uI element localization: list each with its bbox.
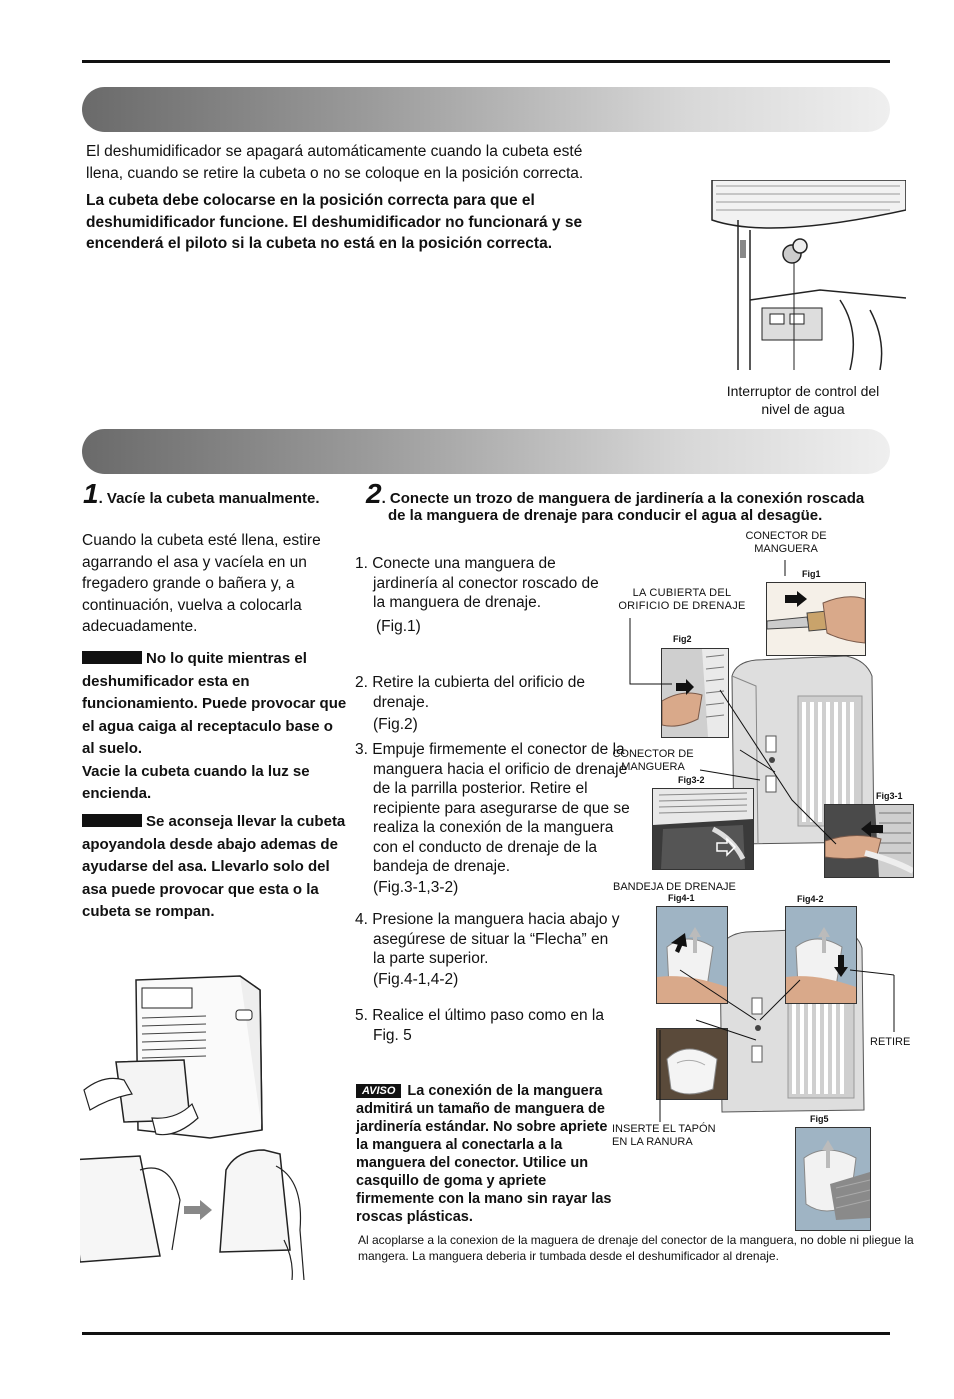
label-bandeja: BANDEJA DE DRENAJE (613, 881, 736, 893)
label-fig1: Fig1 (802, 569, 821, 579)
water-level-switch-figure (710, 180, 906, 370)
bottom-rule (82, 1332, 890, 1335)
step2-item-2: 2. Retire la cubierta del orificio de drenaje. (355, 674, 586, 711)
step1-warning-1: No lo quite mientras el deshumificador esta en funcionamiento. Puede provocar que el agua caiga al receptaculo base o al suelo. Vacie la cubeta cuando la luz se encienda. (82, 650, 347, 802)
label-conector-top: CONECTOR DE MANGUERA (745, 530, 827, 555)
step2-number: 2 (366, 478, 382, 509)
label-fig4-1: Fig4-1 (668, 893, 695, 903)
aviso-note: AVISO La conexión de la manguera admitirá un tamaño de manguera de jardinería estándar. No sobre apriete la manguera al conectarla a la manguera del conector. Utilice un casquillo de goma y apriete firmemente con la mano sin rayar las roscas plásticas. (356, 1083, 612, 1225)
step2-title: . Conecte un trozo de manguera de jardinería a la conexión roscada (381, 490, 865, 507)
step1-heading (83, 478, 363, 510)
step1-body: Cuando la cubeta esté llena, estire agarrando el asa y vacíela en un fregadero grande o bañera y, a continuación, vuelva a colocarla adecuadamente. (82, 532, 321, 635)
drain-footnote: Al acoplarse a la conexion de la maguera de drenaje del conector de la manguera, no doble ni pliegue la mangera. La manguera deberia ir tumbada desde el deshumificador al drenaje. (358, 1233, 914, 1263)
step2-item-2-ref: (Fig.2) (373, 716, 418, 733)
step2-heading (366, 478, 906, 510)
label-fig3-1: Fig3-1 (876, 791, 903, 801)
warning-label-bar (82, 651, 142, 664)
warning-label-bar (82, 814, 142, 827)
label-cubierta: LA CUBIERTA DEL ORIFICIO DE DRENAJE (618, 587, 746, 612)
step2-item-4-ref: (Fig.4-1,4-2) (373, 971, 459, 988)
step2-item-4: 4. Presione la manguera hacia abajo y asegúrese de situar la “Flecha” en la parte superior. (355, 911, 620, 967)
label-fig4-2: Fig4-2 (797, 894, 824, 904)
label-fig2: Fig2 (673, 634, 692, 644)
section-banner-1 (82, 87, 890, 132)
step2-item-1: 1. Conecte una manguera de jardinería al conector roscado de la manguera de drenaje. (355, 555, 599, 611)
step1-title: . Vacíe la cubeta manualmente. (98, 490, 320, 507)
switch-caption: Interruptor de control del nivel de agua (726, 383, 880, 417)
section-banner-2 (82, 429, 890, 474)
step1-number: 1 (83, 478, 99, 509)
step2-item-1-ref: (Fig.1) (376, 618, 421, 635)
step2-title-line2: de la manguera de drenaje para conducir el agua al desagüe. (388, 507, 823, 524)
bucket-removal-illustration (80, 970, 320, 1280)
step2-item-3-ref: (Fig.3-1,3-2) (373, 879, 459, 896)
step1-warning-2: Se aconseja llevar la cubeta apoyandola desde abajo ademas de ayudarse del asa. Llevarlo solo del asa puede provocar que esta o la cubeta se rompan. (82, 813, 346, 920)
step2-item-3: 3. Empuje firmemente el conector de la manguera hacia el orificio de drenaje de la parrilla posterior. Retire el recipiente para asegurarse de que se realiza la conexión de la manguera con el conducto de drenaje de la bandeja de drenaje. (355, 741, 630, 875)
bucket-note: La cubeta debe colocarse en la posición correcta para que el deshumidificador funcione. El deshumidificador no funcionará y se encenderá el piloto si la cubeta no está en la posición correcta. (86, 192, 583, 252)
aviso-badge: AVISO (356, 1084, 401, 1098)
label-conector-mid: CONECTOR DE MANGUERA (612, 748, 694, 773)
label-fig5: Fig5 (810, 1114, 829, 1124)
step2-item-5: 5. Realice el último paso como en la Fig. 5 (355, 1007, 604, 1044)
top-rule (82, 60, 890, 63)
fig5-photo (795, 1127, 871, 1231)
callout-lines (600, 540, 910, 1140)
intro-text: El deshumidificador se apagará automáticamente cuando la cubeta esté llena, cuando se retire la cubeta o no se coloque en la posición correcta. (86, 143, 584, 182)
label-inserte: INSERTE EL TAPÓN EN LA RANURA (612, 1123, 716, 1148)
label-fig3-2: Fig3-2 (678, 775, 705, 785)
label-retire: RETIRE (870, 1036, 911, 1048)
